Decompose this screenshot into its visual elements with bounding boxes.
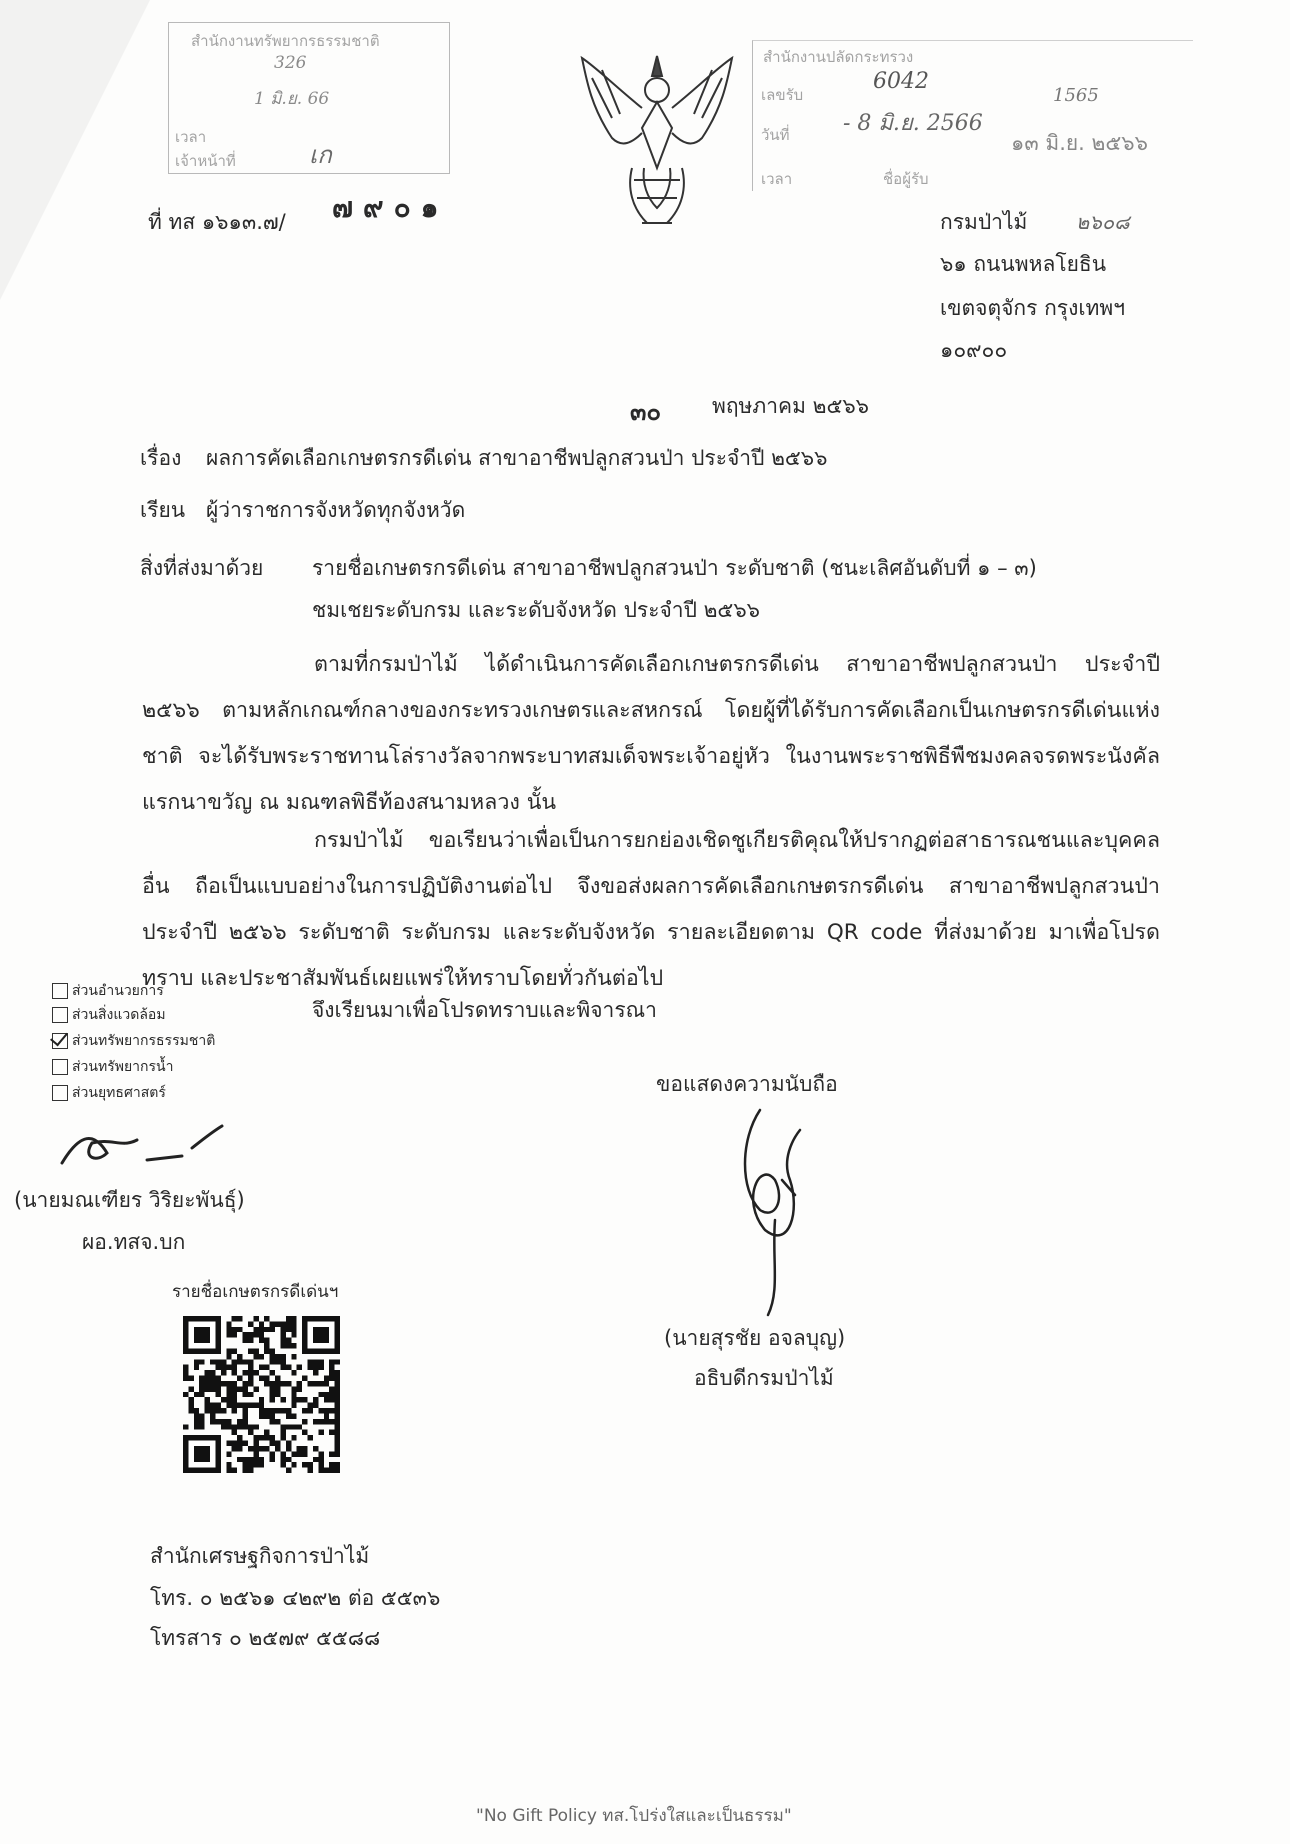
stamp-left-org: สำนักงานทรัพยากรธรรมชาติ	[191, 32, 380, 50]
qr-caption: รายชื่อเกษตรกรดีเด่นฯ	[172, 1282, 339, 1302]
scan-shadow	[0, 0, 150, 300]
left-initials-signature	[52, 1118, 232, 1178]
document-reference-number: ๗๙๐๑	[332, 191, 449, 224]
date-month-year: พฤษภาคม ๒๕๖๖	[712, 394, 869, 418]
complimentary-close: ขอแสดงความนับถือ	[656, 1072, 838, 1096]
date-day: ๓๐	[630, 398, 662, 426]
routing-item	[52, 1030, 215, 1052]
to-label: เรียน	[140, 498, 186, 522]
sender-name-mark: ๒๖๐๘	[1076, 210, 1130, 234]
routing-label: ส่วนอำนวยการ	[72, 983, 164, 999]
footer-office-name: สำนักเศรษฐกิจการป่าไม้	[150, 1544, 370, 1568]
checkbox	[52, 1059, 68, 1075]
to-text: ผู้ว่าราชการจังหวัดทุกจังหวัด	[206, 498, 466, 522]
routing-item	[52, 1004, 166, 1026]
sender-address-1: ๖๑ ถนนพหลโยธิน	[940, 252, 1107, 276]
checkbox	[52, 983, 68, 999]
stamp-right-date: - 8 มิ.ย. 2566	[843, 111, 983, 136]
stamp-right-date2: ๑๓ มิ.ย. ๒๕๖๖	[1011, 131, 1148, 155]
signatory-name: (นายสุรชัย อจลบุญ)	[664, 1326, 846, 1350]
sender-address-2: เขตจตุจักร กรุงเทพฯ	[940, 296, 1125, 320]
closing-request: จึงเรียนมาเพื่อโปรดทราบและพิจารณา	[312, 998, 657, 1022]
enclosure-label: สิ่งที่ส่งมาด้วย	[140, 556, 264, 580]
footer-office-phone: โทร. ๐ ๒๕๖๑ ๔๒๙๒ ต่อ ๕๕๓๖	[150, 1586, 441, 1610]
subject-label: เรื่อง	[140, 446, 182, 470]
receiving-stamp-right	[752, 40, 1193, 191]
stamp-left-number: 326	[274, 53, 307, 73]
stamp-right-org: สำนักงานปลัดกระทรวง	[763, 48, 914, 66]
stamp-left-officer-label: เจ้าหน้าที่	[175, 152, 236, 170]
stamp-left-time-label: เวลา	[175, 128, 207, 146]
routing-label: ส่วนทรัพยากรธรรมชาติ	[72, 1033, 216, 1049]
slogan: "No Gift Policy ทส.โปร่งใสและเป็นธรรม"	[476, 1806, 792, 1826]
enclosure-line-2: ชมเชยระดับกรม และระดับจังหวัด ประจำปี ๒๕๖๖	[312, 598, 760, 622]
subject-text: ผลการคัดเลือกเกษตรกรดีเด่น สาขาอาชีพปลูกสวนป่า ประจำปี ๒๕๖๖	[206, 446, 828, 470]
routing-item	[52, 980, 164, 1002]
routing-item	[52, 1056, 173, 1078]
stamp-right-time-label: เวลา	[761, 170, 793, 188]
sender-name: กรมป่าไม้	[940, 210, 1028, 234]
routing-item	[52, 1082, 166, 1104]
stamp-right-receiver-label: ชื่อผู้รับ	[883, 170, 929, 188]
enclosure-line-1: รายชื่อเกษตรกรดีเด่น สาขาอาชีพปลูกสวนป่า ระดับชาติ (ชนะเลิศอันดับที่ ๑ – ๓)	[312, 556, 1037, 580]
sender-postcode: ๑๐๙๐๐	[940, 338, 1008, 362]
signature	[720, 1100, 830, 1320]
routing-label: ส่วนยุทธศาสตร์	[72, 1085, 166, 1101]
stamp-left-officer-mark: เก	[309, 141, 332, 169]
footer-office-fax: โทรสาร ๐ ๒๕๗๙ ๕๕๘๘	[150, 1626, 381, 1650]
qr-code[interactable]	[183, 1316, 340, 1473]
checkbox	[52, 1085, 68, 1101]
routing-label: ส่วนทรัพยากรน้ำ	[72, 1059, 174, 1075]
body-paragraph-2: กรมป่าไม้ ขอเรียนว่าเพื่อเป็นการยกย่องเชิดชูเกียรติคุณให้ปรากฏต่อสาธารณชนและบุคคลอื่น ถือเป็นแบบอย่างในการปฏิบัติงานต่อไป จึงขอส่งผลการคัดเลือกเกษตรกรดีเด่น สาขาอาชีพปลูกสวนป่า ประจำปี ๒๕๖๖ ระดับชาติ ระดับกรม และระดับจังหวัด รายละเอียดตาม QR code ที่ส่งมาด้วย มาเพื่อโปรดทราบ และประชาสัมพันธ์เผยแพร่ให้ทราบโดยทั่วกันต่อไป	[142, 828, 1160, 991]
checkbox-checked	[52, 1033, 68, 1049]
garuda-emblem	[572, 48, 742, 238]
stamp-right-number2: 1565	[1053, 85, 1099, 106]
body-paragraph-1: ตามที่กรมป่าไม้ ได้ดำเนินการคัดเลือกเกษตรกรดีเด่น สาขาอาชีพปลูกสวนป่า ประจำปี ๒๕๖๖ ตามหลักเกณฑ์กลางของกระทรวงเกษตรและสหกรณ์ โดยผู้ที่ได้รับการคัดเลือกเป็นเกษตรกรดีเด่นแห่งชาติ จะได้รับพระราชทานโล่รางวัลจากพระบาทสมเด็จพระเจ้าอยู่หัว ในงานพระราชพิธีพืชมงคลจรดพระนังคัล แรกนาขวัญ ณ มณฑลพิธีท้องสนามหลวง นั้น	[142, 652, 1160, 815]
document-reference: ที่ ทส ๑๖๑๓.๗/	[148, 210, 286, 234]
left-signatory-name: (นายมณเฑียร วิริยะพันธุ์)	[14, 1188, 245, 1212]
left-signatory-position: ผอ.ทสจ.บก	[82, 1230, 186, 1254]
stamp-left-date: 1 มิ.ย. 66	[254, 89, 330, 109]
signatory-position: อธิบดีกรมป่าไม้	[694, 1366, 834, 1390]
checkbox	[52, 1007, 68, 1023]
routing-label: ส่วนสิ่งแวดล้อม	[72, 1007, 166, 1023]
receiving-stamp-left	[168, 22, 450, 174]
stamp-right-number-label: เลขรับ	[761, 86, 804, 104]
stamp-right-date-label: วันที่	[761, 126, 790, 144]
stamp-right-number: 6042	[873, 69, 929, 94]
